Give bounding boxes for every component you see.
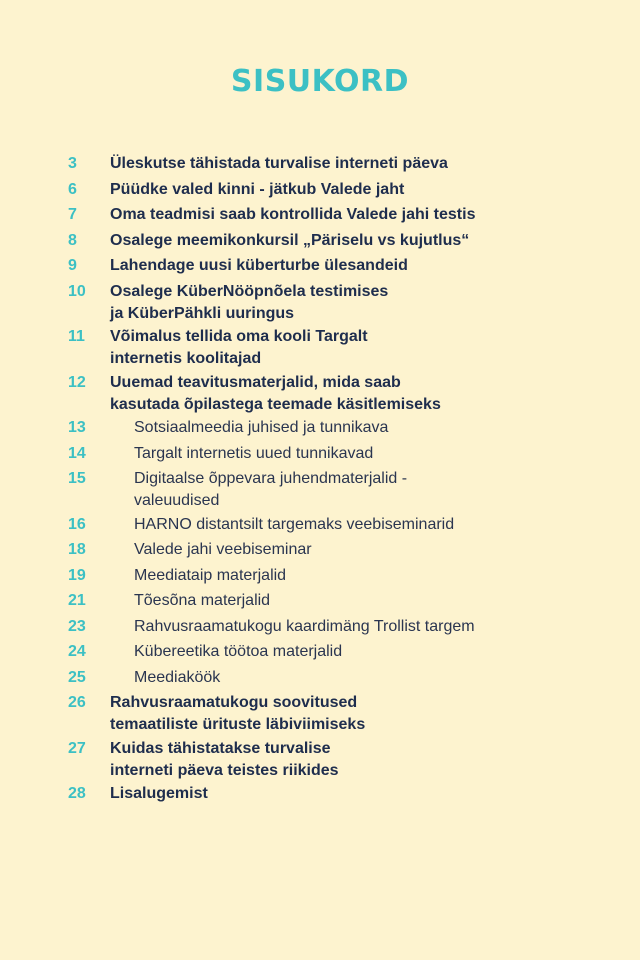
toc-page-number: 21 (68, 592, 86, 609)
toc-entry (0, 230, 640, 252)
toc-page-number: 16 (68, 515, 86, 533)
toc-entry (0, 326, 640, 370)
toc-entry-title: Digitaalse õppevara juhendmaterjalid - valeuudised (134, 470, 408, 509)
toc-entry-title: Osalege meemikonkursil „Päriselu vs kujutlus“ (110, 231, 470, 249)
toc-entry (0, 539, 640, 561)
toc-entry (0, 179, 640, 201)
toc-page-number: 26 (68, 694, 86, 711)
toc-entry (0, 616, 640, 638)
toc-page-number: 19 (68, 566, 86, 584)
table-of-contents (0, 153, 640, 809)
toc-entry-title: Lisalugemist (110, 785, 208, 802)
toc-entry (0, 255, 640, 277)
toc-page-number: 14 (68, 444, 86, 462)
toc-entry (0, 667, 640, 689)
toc-entry-title: HARNO distantsilt targemaks veebiseminarid (134, 515, 455, 533)
toc-entry (0, 204, 640, 226)
toc-entry (0, 692, 640, 736)
toc-page-number: 12 (68, 373, 86, 391)
toc-page-number: 24 (68, 643, 86, 660)
toc-page-number: 8 (68, 231, 77, 249)
toc-entry (0, 565, 640, 587)
toc-page-number: 7 (68, 206, 77, 223)
toc-entry (0, 281, 640, 325)
toc-entry (0, 641, 640, 663)
toc-entry-title: Oma teadmisi saab kontrollida Valede jahi testis (110, 206, 476, 223)
toc-page-number: 27 (68, 739, 86, 757)
toc-page-number: 10 (68, 282, 86, 300)
toc-entry (0, 783, 640, 805)
toc-page-number: 25 (68, 668, 86, 686)
toc-entry-title: Uuemad teavitusmaterjalid, mida saab kasutada õpilastega teemade käsitlemiseks (110, 373, 441, 413)
toc-entry-title: Kübereetika töötoa materjalid (134, 643, 343, 660)
toc-page-number: 9 (68, 257, 77, 274)
toc-entry (0, 590, 640, 612)
toc-entry (0, 417, 640, 439)
toc-entry-title: Rahvusraamatukogu soovitused temaatiliste ürituste läbiviimiseks (110, 694, 366, 733)
toc-page-number: 3 (68, 155, 77, 172)
toc-page-number: 23 (68, 617, 86, 635)
toc-entry (0, 372, 640, 416)
toc-entry-title: Lahendage uusi küberturbe ülesandeid (110, 257, 408, 274)
toc-entry-title: Meediaköök (134, 668, 221, 686)
toc-page-number: 11 (68, 328, 85, 345)
toc-entry (0, 153, 640, 175)
toc-page-number: 6 (68, 180, 77, 198)
toc-entry (0, 514, 640, 536)
toc-entry-title: Valede jahi veebiseminar (134, 541, 312, 558)
toc-entry-title: Meediataip materjalid (134, 566, 287, 584)
toc-entry-title: Tõesõna materjalid (134, 592, 271, 609)
toc-entry-title: Targalt internetis uued tunnikavad (134, 444, 374, 462)
toc-page-number: 18 (68, 541, 86, 558)
toc-entry-title: Osalege KüberNööpnõela testimises ja KüberPähkli uuringus (110, 282, 389, 322)
toc-entry (0, 468, 640, 512)
page-title: SISUKORD (230, 64, 410, 99)
toc-page-number: 15 (68, 470, 86, 487)
toc-entry-title: Sotsiaalmeedia juhised ja tunnikava (134, 419, 389, 436)
toc-entry-title: Püüdke valed kinni - jätkub Valede jaht (110, 180, 405, 198)
toc-entry (0, 443, 640, 465)
toc-page-number: 28 (68, 785, 86, 802)
toc-entry-title: Rahvusraamatukogu kaardimäng Trollist targem (134, 617, 475, 635)
toc-entry-title: Kuidas tähistatakse turvalise interneti päeva teistes riikides (110, 739, 339, 779)
toc-entry-title: Üleskutse tähistada turvalise interneti päeva (110, 155, 448, 172)
toc-entry (0, 738, 640, 782)
toc-page-number: 13 (68, 419, 86, 436)
toc-entry-title: Võimalus tellida oma kooli Targalt internetis koolitajad (110, 328, 368, 367)
